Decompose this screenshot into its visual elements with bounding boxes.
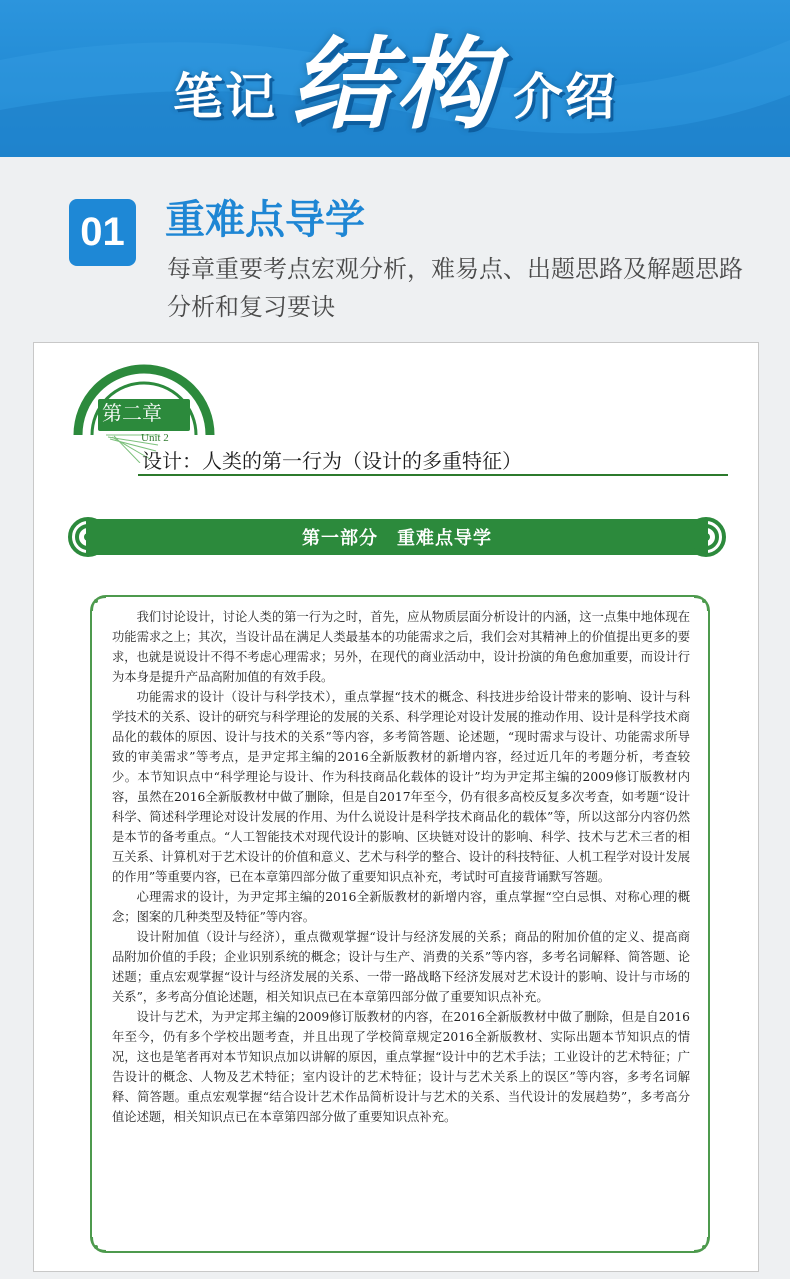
body-paragraph: 设计附加值（设计与经济），重点微观掌握“设计与经济发展的关系；商品的附加价值的定义、提高商品附加价值的手段；企业识别系统的概念；设计与生产、消费的关系”等内容，多考名词解释、简答题、论述题；重点宏观掌握“设计与经济发展的关系、一带一路战略下经济发展对艺术设计的影响、设计与市场的关系”，多考高分值论述题，相关知识点已在本章第四部分做了重要知识点补充。 — [112, 930, 690, 1004]
chapter-title: 设计：人类的第一行为（设计的多重特征） — [142, 449, 522, 473]
section-title: 重难点导学 — [165, 197, 365, 243]
body-paragraph: 我们讨论设计，讨论人类的第一行为之时，首先，应从物质层面分析设计的内涵，这一点集中地体现在功能需求之上；其次，当设计品在满足人类最基本的功能需求之后，我们会对其精神上的价值提出更多的要求，也就是说设计不得不考虑心理需求；另外，在现代的商业活动中，设计扮演的角色愈加重要，而设计行为本身是提升产品高附加值的有效手段。 — [112, 610, 690, 684]
book-page-sample — [33, 342, 759, 1272]
right-ring-icon — [688, 516, 728, 558]
body-paragraph: 功能需求的设计（设计与科学技术），重点掌握“技术的概念、科技进步给设计带来的影响、设计与科学技术的关系、设计的研究与科学理论的发展的关系、科学理论对设计发展的推动作用、设计是科学技术商品化的载体的原因、设计与技术的关系”等内容，多考简答题、论述题，“现时需求与设计、功能需求所导致的审美需求”等考点，是尹定邦主编的2016全新版教材的新增内容，经过近几年的考题分析，考查较少。本节知识点中“科学理论与设计、作为科技商品化载体的设计”均为尹定邦主编的2009修订版教材内容，虽然在2016全新版教材中做了删除，但是自2017年至今，仍有很多高校反复多次考查，如考题“设计科学、简述科学理论对设计发展的作用、为什么说设计是科学技术商品化的载体”等，所以这部分内容仍然是本节的备考重点。“人工智能技术对现代设计的影响、区块链对设计的影响、科学、技术与艺术三者的相互关系、计算机对于艺术设计的价值和意义、艺术与科学的整合、设计的科技特征、人机工程学对设计发展的作用”等重要内容，已在本章第四部分做了重要知识点补充，考试时可直接背诵默写答题。 — [112, 690, 690, 884]
banner-title-left: 笔记 — [173, 67, 277, 126]
part-title-bar: 第一部分 重难点导学 — [86, 519, 708, 555]
section-description: 每章重要考点宏观分析，难易点、出题思路及解题思路分析和复习要诀 — [167, 255, 743, 321]
banner-title — [0, 0, 790, 157]
body-paragraph: 心理需求的设计，为尹定邦主编的2016全新版教材的新增内容，重点掌握“空白忌惧、对称心理的概念；图案的几种类型及特征”等内容。 — [112, 890, 690, 924]
corner-ornament-icon — [90, 1235, 108, 1253]
banner-title-right: 介绍 — [513, 67, 617, 126]
chapter-unit: Unit 2 — [141, 432, 169, 444]
header-banner — [0, 0, 790, 157]
corner-ornament-icon — [692, 595, 710, 613]
chapter-label: 第二章 — [102, 401, 162, 425]
corner-ornament-icon — [90, 595, 108, 613]
banner-title-main: 结构 — [291, 25, 499, 143]
section-number-badge: 01 — [69, 199, 136, 266]
body-paragraph: 设计与艺术，为尹定邦主编的2009修订版教材的内容，在2016全新版教材中做了删除，但是自2016年至今，仍有多个学校出题考查，并且出现了学校简章规定2016全新版教材、实际出题本节知识点的情况，这也是笔者再对本节知识点加以讲解的原因，重点掌握“设计中的艺术手法；工业设计的艺术特征；广告设计的概念、人物及艺术特征；室内设计的艺术特征；设计与艺术关系上的误区”等内容，多考名词解释、简答题。重点宏观掌握“结合设计艺术作品简析设计与艺术的关系、当代设计的发展趋势”，多考高分值论述题，相关知识点已在本章第四部分做了重要知识点补充。 — [112, 1010, 690, 1124]
body-text — [112, 607, 690, 1127]
chapter-divider — [138, 474, 728, 476]
content-frame — [90, 595, 710, 1253]
corner-ornament-icon — [692, 1235, 710, 1253]
